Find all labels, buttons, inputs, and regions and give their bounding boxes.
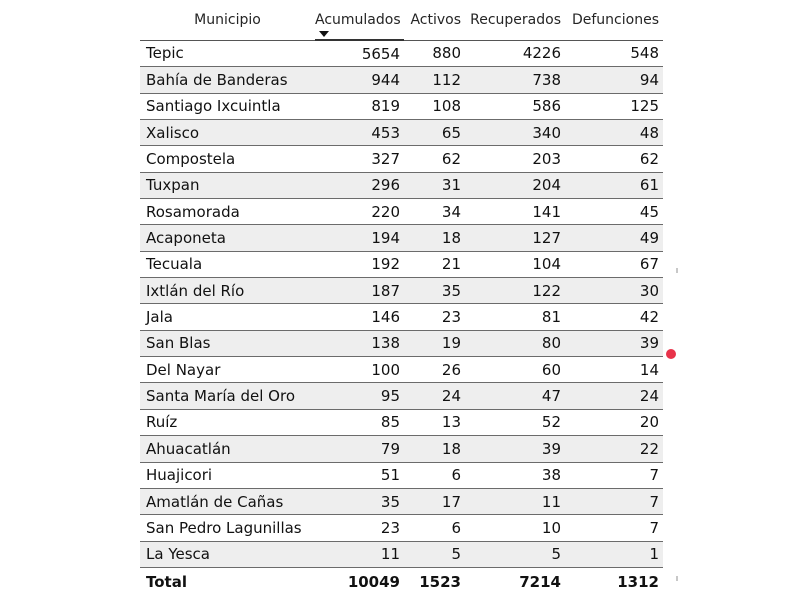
cell-activos: 5 xyxy=(404,541,465,567)
cell-defunciones: 7 xyxy=(565,462,663,488)
header-row xyxy=(140,8,663,40)
cell-defunciones: 22 xyxy=(565,436,663,462)
cell-activos: 65 xyxy=(404,120,465,146)
cell-activos: 18 xyxy=(404,436,465,462)
cell-municipio: Amatlán de Cañas xyxy=(140,488,315,514)
cell-acumulados: 819 xyxy=(315,93,404,119)
cell-acumulados: 138 xyxy=(315,330,404,356)
table-row[interactable] xyxy=(140,541,663,567)
table-row[interactable] xyxy=(140,251,663,277)
cell-municipio: Xalisco xyxy=(140,120,315,146)
cell-recuperados: 80 xyxy=(465,330,565,356)
column-header-activos[interactable]: Activos xyxy=(404,8,465,40)
cell-recuperados: 81 xyxy=(465,304,565,330)
red-indicator-dot xyxy=(666,349,676,359)
cell-activos: 21 xyxy=(404,251,465,277)
table-row[interactable] xyxy=(140,488,663,514)
cell-municipio: San Blas xyxy=(140,330,315,356)
table-row[interactable] xyxy=(140,40,663,67)
table-row[interactable] xyxy=(140,146,663,172)
cell-activos: 17 xyxy=(404,488,465,514)
cell-recuperados: 4226 xyxy=(465,40,565,67)
cell-acumulados: 453 xyxy=(315,120,404,146)
sort-descending-icon xyxy=(319,31,329,37)
total-acumulados: 10049 xyxy=(315,567,404,596)
cell-activos: 19 xyxy=(404,330,465,356)
cell-municipio: Tecuala xyxy=(140,251,315,277)
cell-municipio: Acaponeta xyxy=(140,225,315,251)
total-label: Total xyxy=(140,567,315,596)
table-row[interactable] xyxy=(140,330,663,356)
cell-acumulados: 100 xyxy=(315,357,404,383)
cell-municipio: Santiago Ixcuintla xyxy=(140,93,315,119)
cell-defunciones: 48 xyxy=(565,120,663,146)
cell-defunciones: 45 xyxy=(565,199,663,225)
cell-municipio: Tepic xyxy=(140,40,315,67)
table-body xyxy=(140,40,663,567)
cell-defunciones: 67 xyxy=(565,251,663,277)
cell-municipio: Huajicori xyxy=(140,462,315,488)
cell-acumulados: 51 xyxy=(315,462,404,488)
cell-defunciones: 1 xyxy=(565,541,663,567)
cell-recuperados: 122 xyxy=(465,278,565,304)
cell-recuperados: 340 xyxy=(465,120,565,146)
cell-acumulados: 187 xyxy=(315,278,404,304)
cell-recuperados: 586 xyxy=(465,93,565,119)
cell-activos: 23 xyxy=(404,304,465,330)
municipality-table-visual xyxy=(140,8,663,596)
cell-activos: 6 xyxy=(404,515,465,541)
cell-acumulados: 146 xyxy=(315,304,404,330)
table-row[interactable] xyxy=(140,93,663,119)
cell-municipio: Del Nayar xyxy=(140,357,315,383)
cell-activos: 35 xyxy=(404,278,465,304)
cell-activos: 112 xyxy=(404,67,465,93)
table-row[interactable] xyxy=(140,409,663,435)
cell-recuperados: 738 xyxy=(465,67,565,93)
cell-recuperados: 203 xyxy=(465,146,565,172)
cell-acumulados: 95 xyxy=(315,383,404,409)
cell-recuperados: 52 xyxy=(465,409,565,435)
cell-activos: 880 xyxy=(404,40,465,67)
table-row[interactable] xyxy=(140,357,663,383)
cell-activos: 62 xyxy=(404,146,465,172)
cell-activos: 18 xyxy=(404,225,465,251)
table-row[interactable] xyxy=(140,67,663,93)
cell-defunciones: 24 xyxy=(565,383,663,409)
cell-acumulados: 11 xyxy=(315,541,404,567)
cell-acumulados: 5654 xyxy=(315,40,404,67)
cell-acumulados: 23 xyxy=(315,515,404,541)
cell-municipio: Compostela xyxy=(140,146,315,172)
cell-acumulados: 327 xyxy=(315,146,404,172)
cell-recuperados: 141 xyxy=(465,199,565,225)
cell-recuperados: 5 xyxy=(465,541,565,567)
cell-activos: 13 xyxy=(404,409,465,435)
total-defunciones: 1312 xyxy=(565,567,663,596)
cell-acumulados: 296 xyxy=(315,172,404,198)
table-row[interactable] xyxy=(140,462,663,488)
cell-defunciones: 20 xyxy=(565,409,663,435)
cell-acumulados: 944 xyxy=(315,67,404,93)
cell-defunciones: 7 xyxy=(565,515,663,541)
table-row[interactable] xyxy=(140,225,663,251)
cell-municipio: Ruíz xyxy=(140,409,315,435)
column-header-municipio[interactable]: Municipio xyxy=(140,8,315,40)
total-row xyxy=(140,567,663,596)
cell-activos: 31 xyxy=(404,172,465,198)
cell-municipio: Ahuacatlán xyxy=(140,436,315,462)
table-row[interactable] xyxy=(140,278,663,304)
cell-municipio: Jala xyxy=(140,304,315,330)
cell-recuperados: 60 xyxy=(465,357,565,383)
cell-municipio: Tuxpan xyxy=(140,172,315,198)
cell-activos: 34 xyxy=(404,199,465,225)
cell-recuperados: 204 xyxy=(465,172,565,198)
total-activos: 1523 xyxy=(404,567,465,596)
cell-municipio: Bahía de Banderas xyxy=(140,67,315,93)
cell-acumulados: 220 xyxy=(315,199,404,225)
cell-recuperados: 38 xyxy=(465,462,565,488)
cell-defunciones: 42 xyxy=(565,304,663,330)
cell-acumulados: 194 xyxy=(315,225,404,251)
column-header-acumulados[interactable] xyxy=(315,8,404,40)
cell-defunciones: 39 xyxy=(565,330,663,356)
column-header-label: Acumulados xyxy=(315,12,401,28)
edge-tick-mark xyxy=(676,268,678,273)
cell-activos: 24 xyxy=(404,383,465,409)
table-row[interactable] xyxy=(140,515,663,541)
cell-acumulados: 35 xyxy=(315,488,404,514)
cell-recuperados: 104 xyxy=(465,251,565,277)
column-header-recuperados[interactable]: Recuperados xyxy=(465,8,565,40)
cell-acumulados: 192 xyxy=(315,251,404,277)
cell-defunciones: 49 xyxy=(565,225,663,251)
cell-acumulados: 79 xyxy=(315,436,404,462)
cell-acumulados: 85 xyxy=(315,409,404,435)
cell-recuperados: 11 xyxy=(465,488,565,514)
municipality-table xyxy=(140,8,663,596)
column-header-defunciones[interactable]: Defunciones xyxy=(565,8,663,40)
cell-defunciones: 30 xyxy=(565,278,663,304)
cell-recuperados: 10 xyxy=(465,515,565,541)
cell-defunciones: 125 xyxy=(565,93,663,119)
table-row[interactable] xyxy=(140,172,663,198)
cell-recuperados: 47 xyxy=(465,383,565,409)
total-recuperados: 7214 xyxy=(465,567,565,596)
cell-defunciones: 7 xyxy=(565,488,663,514)
cell-recuperados: 39 xyxy=(465,436,565,462)
cell-activos: 26 xyxy=(404,357,465,383)
edge-tick-mark xyxy=(676,576,678,581)
cell-defunciones: 94 xyxy=(565,67,663,93)
cell-activos: 108 xyxy=(404,93,465,119)
cell-activos: 6 xyxy=(404,462,465,488)
table-row[interactable] xyxy=(140,199,663,225)
cell-municipio: Santa María del Oro xyxy=(140,383,315,409)
cell-defunciones: 62 xyxy=(565,146,663,172)
cell-municipio: San Pedro Lagunillas xyxy=(140,515,315,541)
cell-recuperados: 127 xyxy=(465,225,565,251)
cell-municipio: Rosamorada xyxy=(140,199,315,225)
cell-municipio: La Yesca xyxy=(140,541,315,567)
cell-municipio: Ixtlán del Río xyxy=(140,278,315,304)
cell-defunciones: 61 xyxy=(565,172,663,198)
table-row[interactable] xyxy=(140,383,663,409)
cell-defunciones: 548 xyxy=(565,40,663,67)
table-row[interactable] xyxy=(140,304,663,330)
table-row[interactable] xyxy=(140,436,663,462)
cell-defunciones: 14 xyxy=(565,357,663,383)
table-row[interactable] xyxy=(140,120,663,146)
